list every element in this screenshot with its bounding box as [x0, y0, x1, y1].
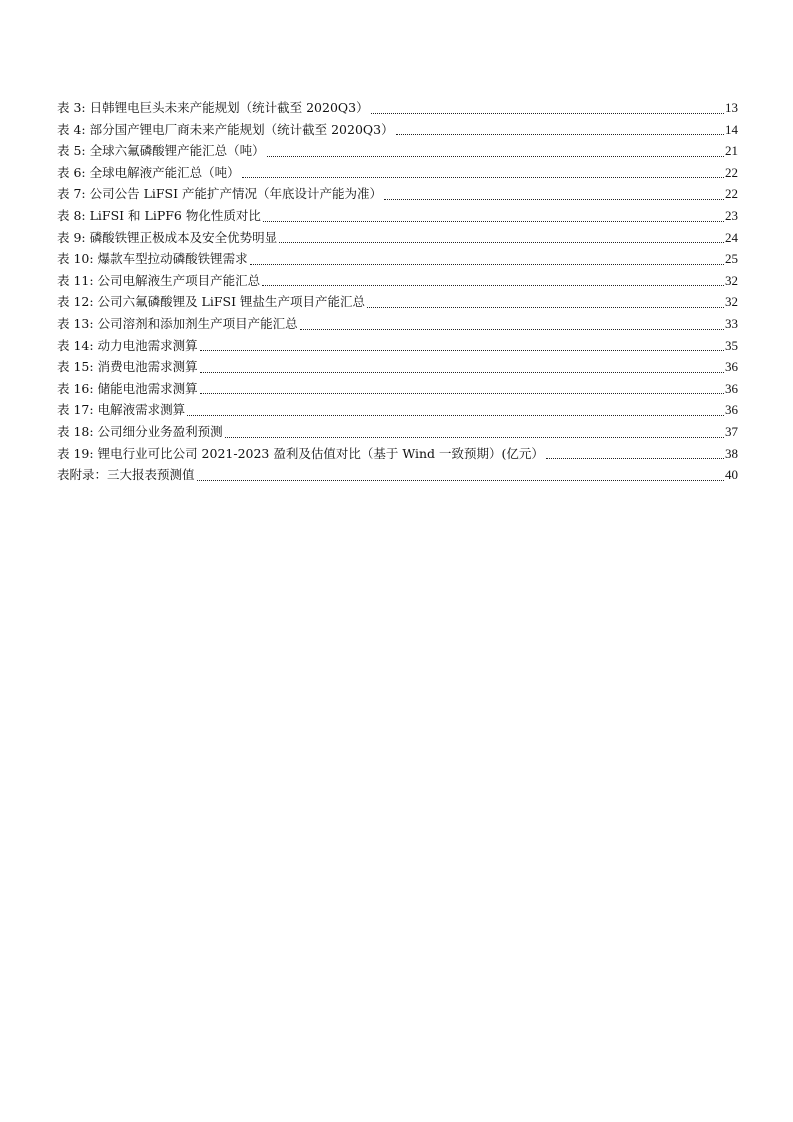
toc-entry-title: 表 4: 部分国产锂电厂商未来产能规划（统计截至 2020Q3） [57, 121, 394, 137]
toc-entry-page: 22 [725, 186, 738, 202]
toc-leader-dots [367, 307, 724, 308]
toc-entry-title: 表 8: LiFSI 和 LiPF6 物化性质对比 [57, 207, 261, 223]
toc-leader-dots [300, 329, 724, 330]
toc-leader-dots [267, 156, 724, 157]
toc-entry-page: 32 [725, 272, 738, 288]
toc-entry-page: 35 [725, 337, 738, 353]
toc-entry-title: 表 13: 公司溶剂和添加剂生产项目产能汇总 [57, 315, 298, 331]
toc-entry-title: 表 7: 公司公告 LiFSI 产能扩产情况（年底设计产能为准） [57, 186, 383, 202]
toc-leader-dots [250, 264, 724, 265]
toc-leader-dots [384, 199, 724, 200]
toc-entry-page: 22 [725, 164, 738, 180]
toc-entry[interactable] [57, 291, 738, 313]
toc-leader-dots [200, 372, 724, 373]
toc-entry-title: 表 19: 锂电行业可比公司 2021-2023 盈利及估值对比（基于 Wind 一致预期）(亿元） [57, 445, 544, 461]
toc-entry[interactable] [57, 248, 738, 270]
toc-entry-title: 表 17: 电解液需求测算 [57, 402, 186, 418]
toc-entry-title: 表 11: 公司电解液生产项目产能汇总 [57, 272, 261, 288]
toc-entry-page: 13 [725, 100, 738, 115]
toc-entry-page: 38 [725, 445, 738, 461]
toc-entry-title: 表 12: 公司六氟磷酸锂及 LiFSI 锂盐生产项目产能汇总 [57, 294, 365, 310]
toc-entry[interactable] [57, 270, 738, 292]
toc-entry-page: 37 [725, 423, 738, 439]
toc-entry-page: 33 [725, 315, 738, 331]
toc-entry-title: 表 5: 全球六氟磷酸锂产能汇总（吨） [57, 143, 265, 159]
toc-entry-page: 21 [725, 143, 738, 159]
toc-leader-dots [200, 350, 724, 351]
toc-entry[interactable] [57, 97, 738, 119]
toc-entry-title: 表 6: 全球电解液产能汇总（吨） [57, 164, 240, 180]
toc-entry-page: 23 [725, 207, 738, 223]
toc-entry[interactable] [57, 313, 738, 335]
toc-entry-title: 表 9: 磷酸铁锂正极成本及安全优势明显 [57, 229, 278, 245]
toc-entry-title: 表 16: 储能电池需求测算 [57, 380, 198, 396]
toc-entry[interactable] [57, 378, 738, 400]
toc-leader-dots [262, 285, 724, 286]
toc-entry[interactable] [57, 443, 738, 465]
toc-entry[interactable] [57, 464, 738, 486]
toc-leader-dots [187, 415, 724, 416]
toc-entry-title: 表 14: 动力电池需求测算 [57, 337, 198, 353]
toc-entry[interactable] [57, 335, 738, 357]
toc-entry-page: 36 [725, 359, 738, 375]
toc-entry[interactable] [57, 399, 738, 421]
toc-leader-dots [546, 458, 724, 459]
toc-entry-title: 表 18: 公司细分业务盈利预测 [57, 423, 223, 439]
toc-leader-dots [371, 113, 724, 114]
toc-entry-page: 14 [725, 121, 738, 137]
toc-entry[interactable] [57, 356, 738, 378]
toc-leader-dots [225, 437, 724, 438]
toc-entry-title: 表 3: 日韩锂电巨头未来产能规划（统计截至 2020Q3） [57, 100, 369, 115]
toc-entry-page: 24 [725, 229, 738, 245]
toc-entry-page: 36 [725, 402, 738, 418]
toc-entry-page: 25 [725, 251, 738, 267]
toc-entry-page: 32 [725, 294, 738, 310]
toc-entry[interactable] [57, 140, 738, 162]
toc-leader-dots [279, 242, 724, 243]
table-of-tables [57, 97, 738, 486]
toc-entry[interactable] [57, 119, 738, 141]
toc-entry-title: 表 10: 爆款车型拉动磷酸铁锂需求 [57, 251, 248, 267]
toc-entry[interactable] [57, 227, 738, 249]
toc-leader-dots [263, 221, 724, 222]
toc-entry[interactable] [57, 183, 738, 205]
toc-entry[interactable] [57, 162, 738, 184]
toc-entry-page: 36 [725, 380, 738, 396]
toc-leader-dots [200, 393, 724, 394]
toc-entry[interactable] [57, 421, 738, 443]
toc-leader-dots [396, 134, 724, 135]
toc-entry-page: 40 [725, 467, 738, 483]
toc-leader-dots [242, 177, 724, 178]
toc-entry-title: 表 15: 消费电池需求测算 [57, 359, 198, 375]
toc-entry-title: 表附录：三大报表预测值 [57, 467, 195, 483]
toc-entry[interactable] [57, 205, 738, 227]
toc-leader-dots [197, 480, 724, 481]
